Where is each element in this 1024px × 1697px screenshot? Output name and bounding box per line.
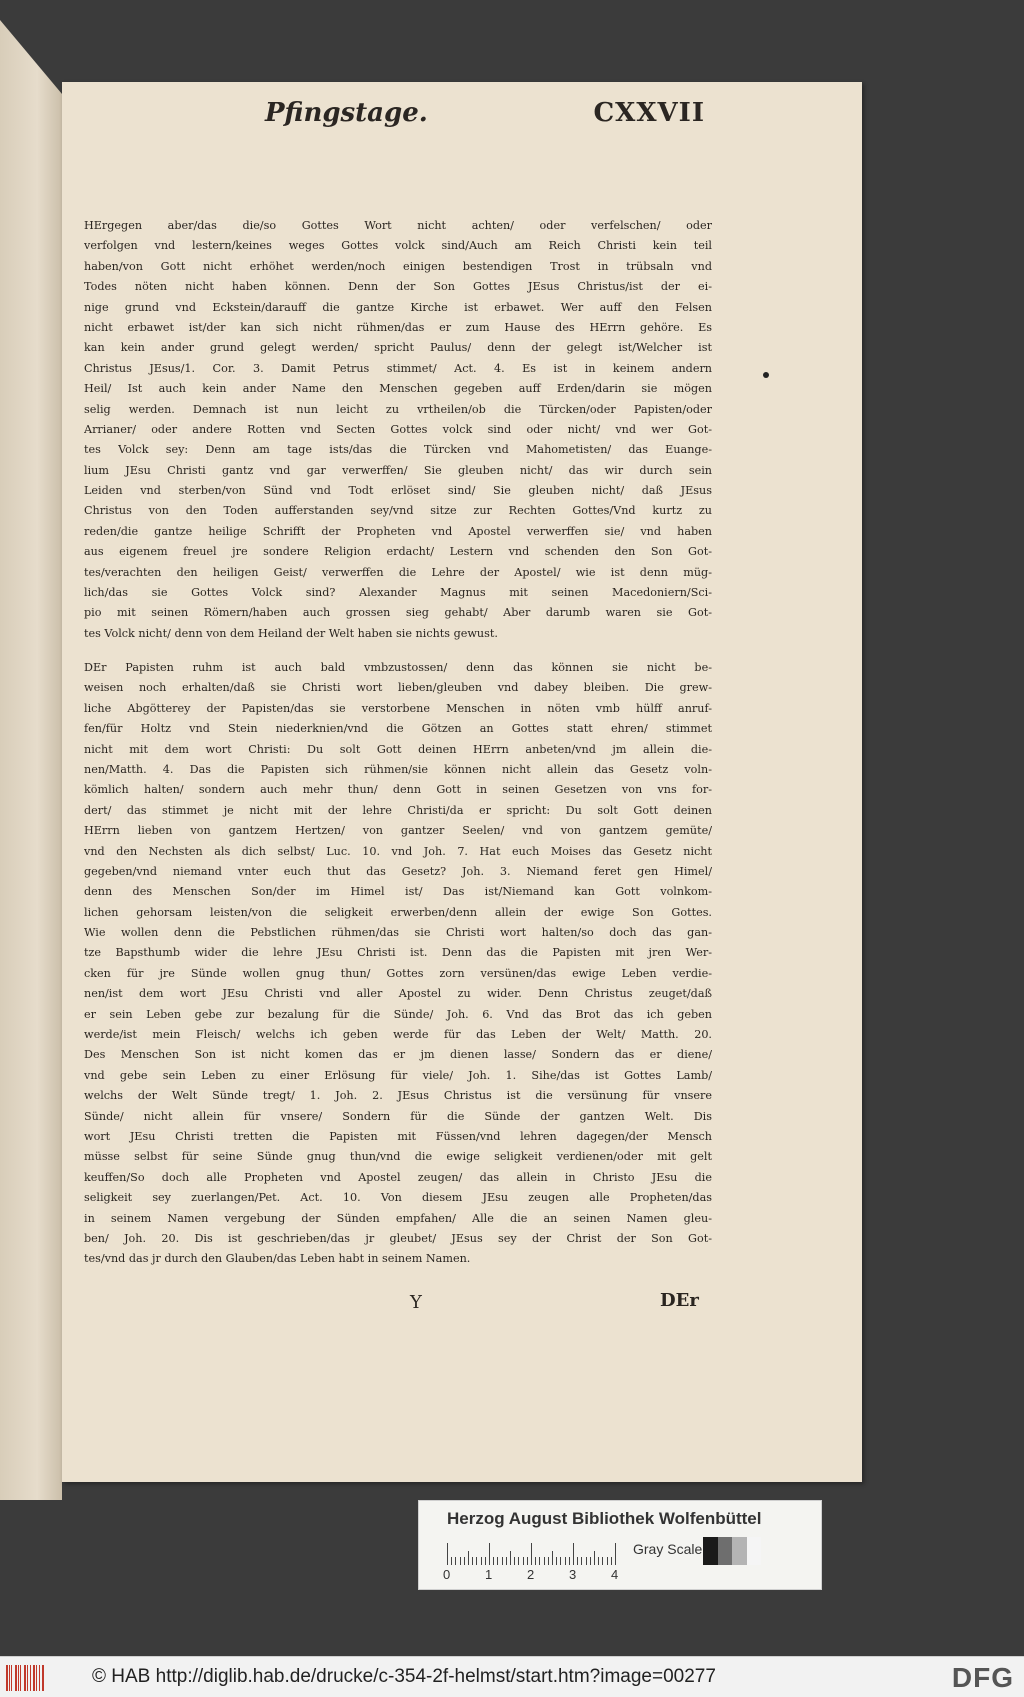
text-line: HErgegen aber/das die/so Gottes Wort nicht achten/ oder verfelschen/ oder (84, 219, 712, 232)
text-line: haben/von Gott nicht erhöhet werden/noch einigen bestendigen Trost in trübsaln vnd (84, 259, 712, 273)
ruler-tick (611, 1557, 612, 1565)
ruler-tick (577, 1557, 578, 1565)
text-line: lium JEsu Christi gantz vnd gar verwerffen/ Sie gleuben nicht/ das wir durch sein (84, 463, 712, 477)
barcode-bar (11, 1665, 12, 1691)
ruler-tick (472, 1557, 473, 1565)
text-line: vnd den Nechsten als dich selbst/ Luc. 10. vnd Joh. 7. Hat euch Moises das Gesetz nicht (84, 844, 712, 858)
text-line: ben/ Joh. 20. Dis ist geschrieben/das jr gleubet/ JEsus sey der Christ der Son Got- (84, 1231, 712, 1245)
gray-swatch (747, 1537, 762, 1565)
ruler-tick (506, 1557, 507, 1565)
ruler-tick (489, 1543, 490, 1565)
text-line: Heil/ Ist auch kein ander Name den Menschen gegeben auff Erden/darin sie mögen (84, 382, 712, 396)
text-line: keuffen/So doch alle Propheten vnd Apostel zeugen/ das allein in Christo JEsu die (84, 1170, 712, 1184)
text-line: denn des Menschen Son/der im Himel ist/ Das ist/Niemand kan Gott volnkom- (84, 885, 712, 899)
card-ruler-labels (443, 1567, 643, 1583)
text-line: werde/ist mein Fleisch/ welchs ich geben werde für das Leben der Welt/ Matth. 20. (84, 1028, 712, 1042)
ruler-tick (493, 1557, 494, 1565)
ruler-tick (552, 1551, 553, 1565)
card-ruler (447, 1541, 627, 1565)
ruler-label: 1 (485, 1567, 493, 1582)
ruler-tick (573, 1543, 574, 1565)
ruler-tick (464, 1557, 465, 1565)
ruler-tick (518, 1557, 519, 1565)
text-line: reden/die gantze heilige Schrifft der Propheten vnd Apostel verwerffen sie/ vnd haben (84, 524, 712, 538)
barcode-bar (15, 1665, 17, 1691)
ruler-tick (586, 1557, 587, 1565)
ruler-label: 0 (443, 1567, 451, 1582)
hab-barcode-icon (6, 1665, 46, 1691)
gray-swatch (703, 1537, 718, 1565)
ruler-tick (497, 1557, 498, 1565)
signature-mark: Y (410, 1292, 422, 1313)
text-line: gegeben/vnd niemand vnter euch thut das Gesetz? Joh. 3. Niemand feret gen Himel/ (84, 864, 712, 878)
catchword: DEr (660, 1290, 699, 1311)
barcode-bar (42, 1665, 44, 1691)
ruler-label: 3 (569, 1567, 577, 1582)
paragraph-2 (84, 658, 712, 1270)
ruler-label: 2 (527, 1567, 535, 1582)
text-line: verfolgen vnd lestern/keines weges Gottes volck sind/Auch am Reich Christi kein teil (84, 239, 712, 253)
text-line: dert/ das stimmet je nicht mit der lehre Christi/da er spricht: Du solt Gott deinen (84, 803, 712, 817)
page-number: CXXVII (593, 98, 705, 128)
ruler-tick (510, 1551, 511, 1565)
text-line: Wie wollen denn die Pebstlichen rühmen/das sie Christi wort halten/so doch das gan- (84, 926, 712, 940)
ruler-tick (523, 1557, 524, 1565)
barcode-bar (20, 1665, 21, 1691)
gray-scale-label: Gray Scale (633, 1541, 703, 1557)
text-line: nicht mit dem wort Christi: Du solt Gott deinen HErrn anbeten/vnd jm allein die- (84, 742, 712, 756)
text-line: er sein Leben gebe zur bezalung für die Sünde/ Joh. 6. Vnd das Brot das ich geben (84, 1007, 712, 1021)
text-line: kan kein ander grund gelegt werden/ spricht Paulus/ denn der gelegt ist/Welcher ist (84, 341, 712, 355)
text-line: Des Menschen Son ist nicht komen das er jm dienen lasse/ Sondern das er diene/ (84, 1048, 712, 1062)
footer-credit-link[interactable]: © HAB http://diglib.hab.de/drucke/c-354-2f-helmst/start.htm?image=00277 (92, 1666, 716, 1687)
barcode-bar (36, 1665, 37, 1691)
text-line: tes Volck nicht/ denn von dem Heiland der Welt haben sie nichts gewust. (84, 626, 498, 640)
dfg-logo: DFG (951, 1662, 1014, 1693)
ruler-tick (602, 1557, 603, 1565)
ruler-tick (556, 1557, 557, 1565)
ruler-tick (544, 1557, 545, 1565)
text-line: nicht erbawet ist/der kan sich nicht rühmen/das er zum Hause des HErrn gehöre. Es (84, 320, 712, 334)
viewer-footer (0, 1656, 1024, 1697)
text-line: tes/verachten den heiligen Geist/ verwerffen die Lehre der Apostel/ wie ist denn müg- (84, 565, 712, 579)
ruler-label: 4 (611, 1567, 619, 1582)
ruler-tick (455, 1557, 456, 1565)
ruler-tick (548, 1557, 549, 1565)
text-line: liche Abgötterey der Papisten/das sie verstorbene Menschen in nöten vmb hülff anruf- (84, 701, 712, 715)
text-line: müsse selbst für seine Sünde gnug thun/vnd die ewige seligkeit verdienen/oder mit gelt (84, 1150, 712, 1164)
text-line: Christus von den Toden aufferstanden sey/vnd sitze zur Rechten Gottes/Vnd kurtz zu (84, 504, 712, 518)
gray-scale-swatches (703, 1537, 761, 1565)
text-line: Sünde/ nicht allein für vnsere/ Sondern für die Sünde der gantzen Welt. Dis (84, 1109, 712, 1123)
ruler-tick (451, 1557, 452, 1565)
ruler-tick (481, 1557, 482, 1565)
text-line: nige grund vnd Eckstein/darauff die gantze Kirche ist erbawet. Wer auff den Felsen (84, 300, 712, 314)
barcode-bar (18, 1665, 19, 1691)
barcode-bar (30, 1665, 31, 1691)
text-line: Arrianer/ oder andere Rotten vnd Secten Gottes volck sind oder nicht/ vnd wer Got- (84, 422, 712, 436)
ruler-tick (598, 1557, 599, 1565)
ruler-tick (560, 1557, 561, 1565)
barcode-bar (27, 1665, 28, 1691)
ruler-tick (460, 1557, 461, 1565)
text-line: tes/vnd das jr durch den Glauben/das Leben habt in seinem Namen. (84, 1252, 471, 1266)
text-line: in seinem Namen vergebung der Sünden empfahen/ Alle die an seinen Namen gleu- (84, 1211, 712, 1225)
color-calibration-card (418, 1500, 822, 1590)
text-line: Todes nöten nicht haben können. Denn der Son Gottes JEsus Christus/ist der ei- (84, 280, 712, 294)
page-header (265, 98, 705, 140)
text-line: pio mit seinen Römern/haben auch grossen sieg gehabt/ Aber darumb waren sie Got- (84, 606, 712, 620)
ruler-tick (539, 1557, 540, 1565)
text-line: lich/das sie Gottes Volck sind? Alexander Magnus mit seinen Macedoniern/Sci- (84, 586, 712, 600)
text-line: seligkeit sey zuerlangen/Pet. Act. 10. Von diesem JEsu zeugen alle Propheten/das (84, 1191, 712, 1205)
text-line: lichen gehorsam leisten/von die seligkeit erwerben/denn allein der ewige Son Gottes. (84, 905, 712, 919)
text-line: wort JEsu Christi tretten die Papisten mit Füssen/vnd lehren dagegen/der Mensch (84, 1129, 712, 1143)
text-line: fen/für Holtz vnd Stein niederknien/vnd die Götzen an Gottes statt ehren/ stimmet (84, 722, 712, 736)
text-line: cken für jre Sünde wollen gnug thun/ Gottes zorn versünen/das ewige Leben verdie- (84, 966, 712, 980)
ruler-tick (476, 1557, 477, 1565)
ruler-tick (565, 1557, 566, 1565)
text-line: welchs der Welt Sünde tregt/ 1. Joh. 2. JEsus Christus ist die versünung für vnsere (84, 1089, 712, 1103)
barcode-bar (9, 1665, 10, 1691)
ruler-tick (581, 1557, 582, 1565)
ruler-tick (485, 1557, 486, 1565)
text-line: kömlich halten/ sondern auch mehr thun/ denn Gott in seinen Gesetzen von vns for- (84, 783, 712, 797)
paragraph-1 (84, 216, 712, 644)
ink-speck (763, 372, 769, 378)
ruler-tick (607, 1557, 608, 1565)
ruler-tick (514, 1557, 515, 1565)
text-line: nen/ist dem wort JEsu Christi vnd aller Apostel zu wider. Denn Christus zeuget/daß (84, 987, 712, 1001)
text-line: tes Volck sey: Denn am tage ists/das die Türcken vnd Mahometisten/ das Euange- (84, 443, 712, 457)
gray-swatch (718, 1537, 733, 1565)
text-line: aus eigenem freuel jre sondere Religion erdacht/ Lestern vnd schenden den Son Got- (84, 545, 712, 559)
ruler-tick (502, 1557, 503, 1565)
gray-swatch (732, 1537, 747, 1565)
card-title: Herzog August Bibliothek Wolfenbüttel (447, 1509, 762, 1528)
text-line: Leiden vnd sterben/von Sünd vnd Todt erlöset sind/ Sie gleuben nicht/ daß JEsus (84, 484, 712, 498)
ruler-tick (615, 1543, 616, 1565)
text-line: vnd gebe sein Leben zu einer Erlösung für viele/ Joh. 1. Sihe/das ist Gottes Lamb/ (84, 1068, 712, 1082)
ruler-tick (569, 1557, 570, 1565)
text-line: selig werden. Demnach ist nun leicht zu vrtheilen/ob die Türcken/oder Papisten/oder (84, 402, 712, 416)
ruler-tick (590, 1557, 591, 1565)
text-line: DEr Papisten ruhm ist auch bald vmbzustossen/ denn das können sie nicht be- (84, 661, 712, 674)
text-line: Christus JEsus/1. Cor. 3. Damit Petrus stimmet/ Act. 4. Es ist in keinem andern (84, 361, 712, 375)
barcode-bar (6, 1665, 8, 1691)
barcode-bar (33, 1665, 35, 1691)
text-line: weisen noch erhalten/daß sie Christi wort lieben/gleuben vnd dabey bleiben. Die grew- (84, 681, 712, 695)
ruler-tick (447, 1543, 448, 1565)
ruler-tick (531, 1543, 532, 1565)
barcode-bar (39, 1665, 40, 1691)
ruler-tick (594, 1551, 595, 1565)
barcode-bar (24, 1665, 26, 1691)
text-line: HErrn lieben von gantzem Hertzen/ von gantzer Seelen/ vnd von gantzem gemüte/ (84, 824, 712, 838)
ruler-tick (527, 1557, 528, 1565)
facing-page-edge (0, 20, 62, 1500)
ruler-tick (535, 1557, 536, 1565)
text-line: nen/Matth. 4. Das die Papisten sich rühmen/sie können nicht allein das Gesetz voln- (84, 762, 712, 776)
ruler-tick (468, 1551, 469, 1565)
text-line: tze Bapsthumb wider die lehre JEsu Christi ist. Denn das die Papisten mit jren Wer- (84, 946, 712, 960)
running-title: Pfingstage. (265, 98, 428, 128)
